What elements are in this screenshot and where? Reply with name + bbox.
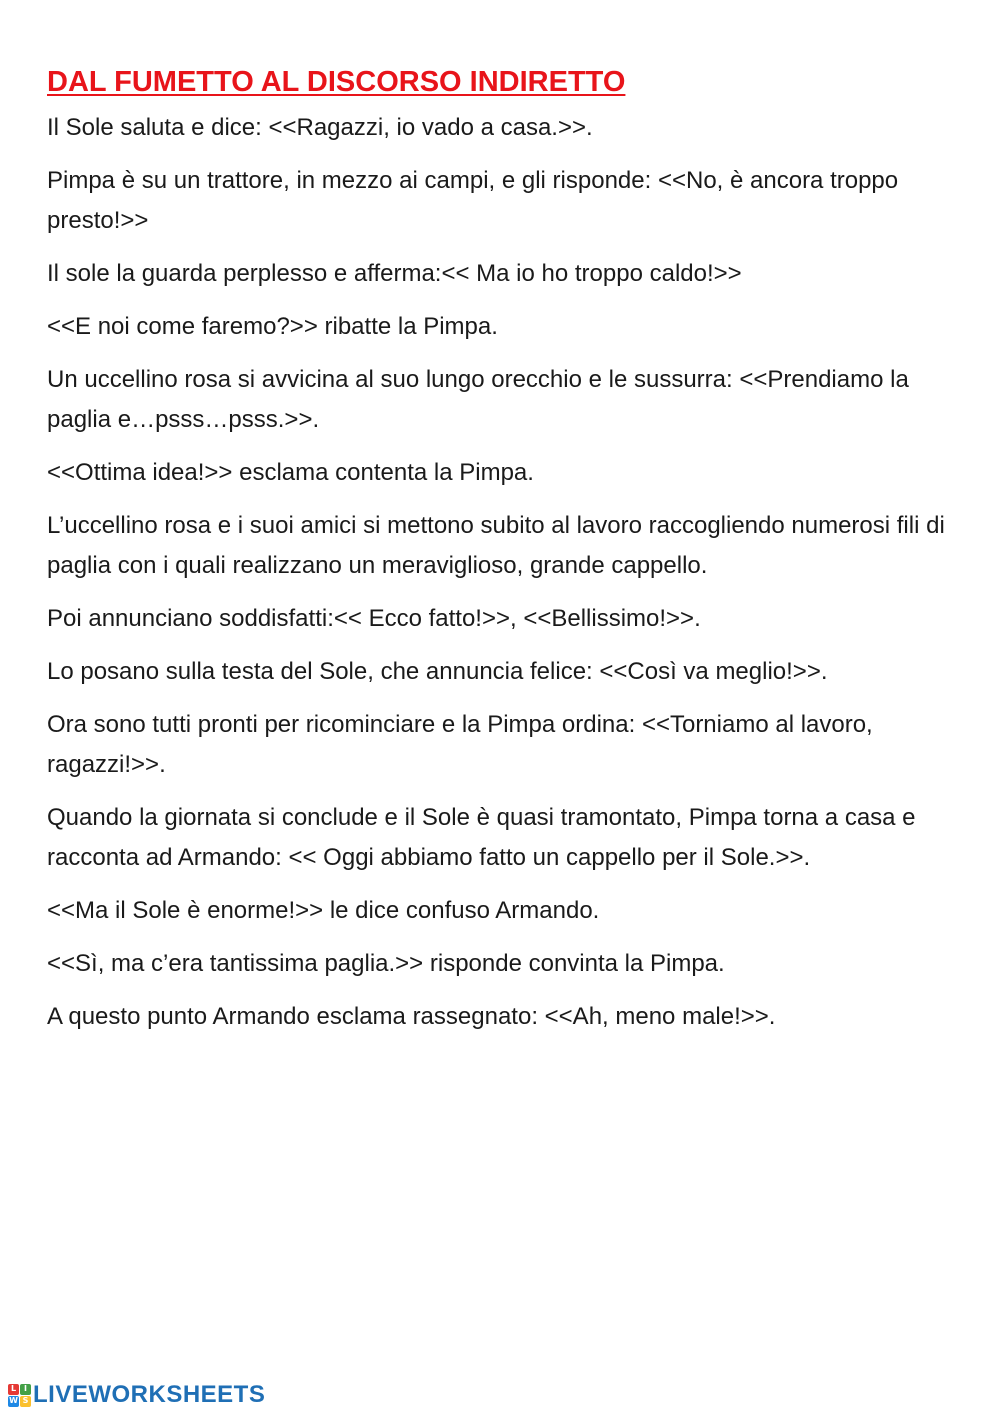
paragraph: A questo punto Armando esclama rassegnato: <<Ah, meno male!>>. [47,1003,776,1030]
paragraph: <<Sì, ma c’era tantissima paglia.>> risponde convinta la Pimpa. [47,950,725,977]
liveworksheets-logo[interactable] [8,1380,265,1410]
paragraph: Il sole la guarda perplesso e afferma:<< Ma io ho troppo caldo!>> [47,260,742,287]
paragraph: Un uccellino rosa si avvicina al suo lungo orecchio e le sussurra: <<Prendiamo la paglia e…psss…psss.>>. [47,366,909,433]
logo-tile: I [20,1384,31,1395]
paragraph: Lo posano sulla testa del Sole, che annuncia felice: <<Così va meglio!>>. [47,658,828,685]
paragraph: L’uccellino rosa e i suoi amici si mettono subito al lavoro raccogliendo numerosi fili di paglia con i quali realizzano un meraviglioso, grande cappello. [47,512,945,579]
brand-name: LIVEWORKSHEETS [33,1381,266,1408]
paragraph: <<Ottima idea!>> esclama contenta la Pimpa. [47,459,534,486]
paragraph: Pimpa è su un trattore, in mezzo ai campi, e gli risponde: <<No, è ancora troppo presto!>> [47,167,899,234]
paragraph: Poi annunciano soddisfatti:<< Ecco fatto!>>, <<Bellissimo!>>. [47,605,701,632]
paragraph: Ora sono tutti pronti per ricominciare e la Pimpa ordina: <<Torniamo al lavoro, ragazzi!>>. [47,711,873,778]
logo-tiles-icon [8,1384,31,1407]
paragraph: Il Sole saluta e dice: <<Ragazzi, io vado a casa.>>. [47,114,593,141]
logo-tile: W [9,1396,18,1405]
paragraph: <<E noi come faremo?>> ribatte la Pimpa. [47,313,498,340]
paragraph: <<Ma il Sole è enorme!>> le dice confuso Armando. [47,897,600,924]
logo-tile: L [8,1384,19,1395]
story-text [47,108,952,1037]
paragraph: Quando la giornata si conclude e il Sole è quasi tramontato, Pimpa torna a casa e racconta ad Armando: << Oggi abbiamo fatto un cappello per il Sole.>>. [47,804,916,871]
worksheet-page [47,62,952,1050]
logo-tile: S [20,1396,31,1407]
worksheet-title: DAL FUMETTO AL DISCORSO INDIRETTO [47,66,626,98]
